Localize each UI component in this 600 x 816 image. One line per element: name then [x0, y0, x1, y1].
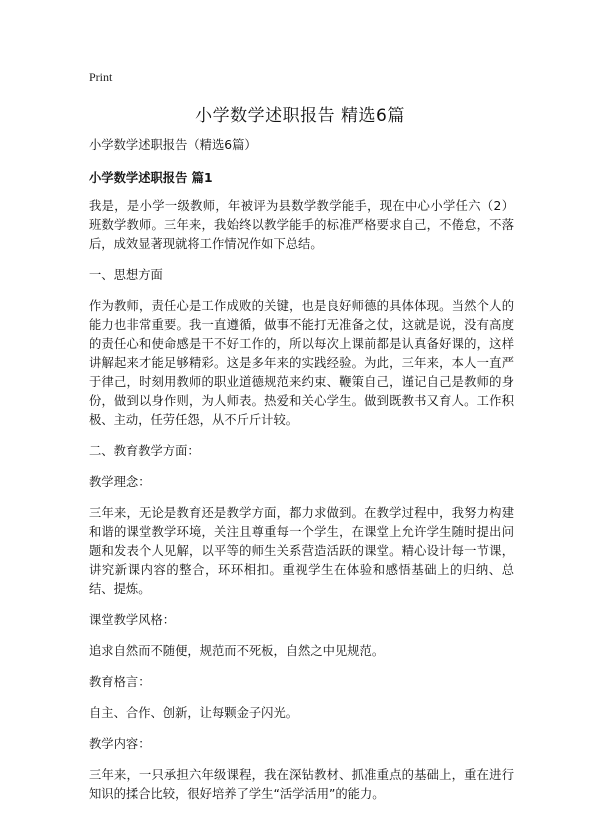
paragraph-teaching-content: 三年来，一只承担六年级课程，我在深钻教材、抓准重点的基础上，重在进行知识的揉合比较，很好培养了学生“活学活用”的能力。	[89, 768, 514, 801]
document-title: 小学数学述职报告 精选6篇	[195, 106, 405, 126]
document-body	[89, 136, 514, 816]
heading-teaching: 二、教育教学方面：	[89, 444, 200, 458]
label-motto: 教育格言：	[89, 675, 151, 689]
label-teaching-content: 教学内容：	[89, 737, 151, 751]
heading-ideology: 一、思想方面	[89, 268, 163, 282]
document-subtitle: 小学数学述职报告（精选6篇）	[89, 138, 257, 152]
label-teaching-philosophy: 教学理念：	[89, 475, 151, 489]
paragraph-motto: 自主、合作、创新，让每颗金子闪光。	[89, 706, 299, 720]
print-link[interactable]: Print	[89, 70, 113, 84]
paragraph-ideology: 作为教师，责任心是工作成败的关键，也是良好师德的具体体现。当然个人的能力也非常重要。我一直遵循，做事不能打无准备之仗，这就是说，没有高度的责任心和使命感是干不好工作的，所以每次上课前都是认真备好课的，这样讲解起来才能足够精彩。这是多年来的实践经验。为此，三年来，本人一直严于律己，时刻用教师的职业道德规范来约束、鞭策自己，谨记自己是教师的身份，做到以身作则，为人师表。热爱和关心学生。做到既教书又育人。工作积极、主动，任劳任怨，从不斤斤计较。	[89, 299, 514, 427]
label-classroom-style: 课堂教学风格：	[89, 613, 176, 627]
section-heading: 小学数学述职报告 篇1	[89, 171, 213, 185]
paragraph-intro: 我是，是小学一级教师，年被评为县数学教学能手，现在中心小学任六（2）班数学教师。三年来，我始终以教学能手的标准严格要求自己，不倦怠，不落后，成效显著现就将工作情况作如下总结。	[89, 199, 514, 251]
paragraph-teaching-philosophy: 三年来，无论是教育还是教学方面，都力求做到。在教学过程中，我努力构建和谐的课堂教学环境，关注且尊重每一个学生，在课堂上允许学生随时提出问题和发表个人见解，以平等的师生关系营造活跃的课堂。精心设计每一节课，讲究新课内容的整合，环环相扣。重视学生在体验和感悟基础上的归纳、总结、提炼。	[89, 506, 514, 596]
paragraph-classroom-style: 追求自然而不随便，规范而不死板，自然之中见规范。	[89, 644, 385, 658]
